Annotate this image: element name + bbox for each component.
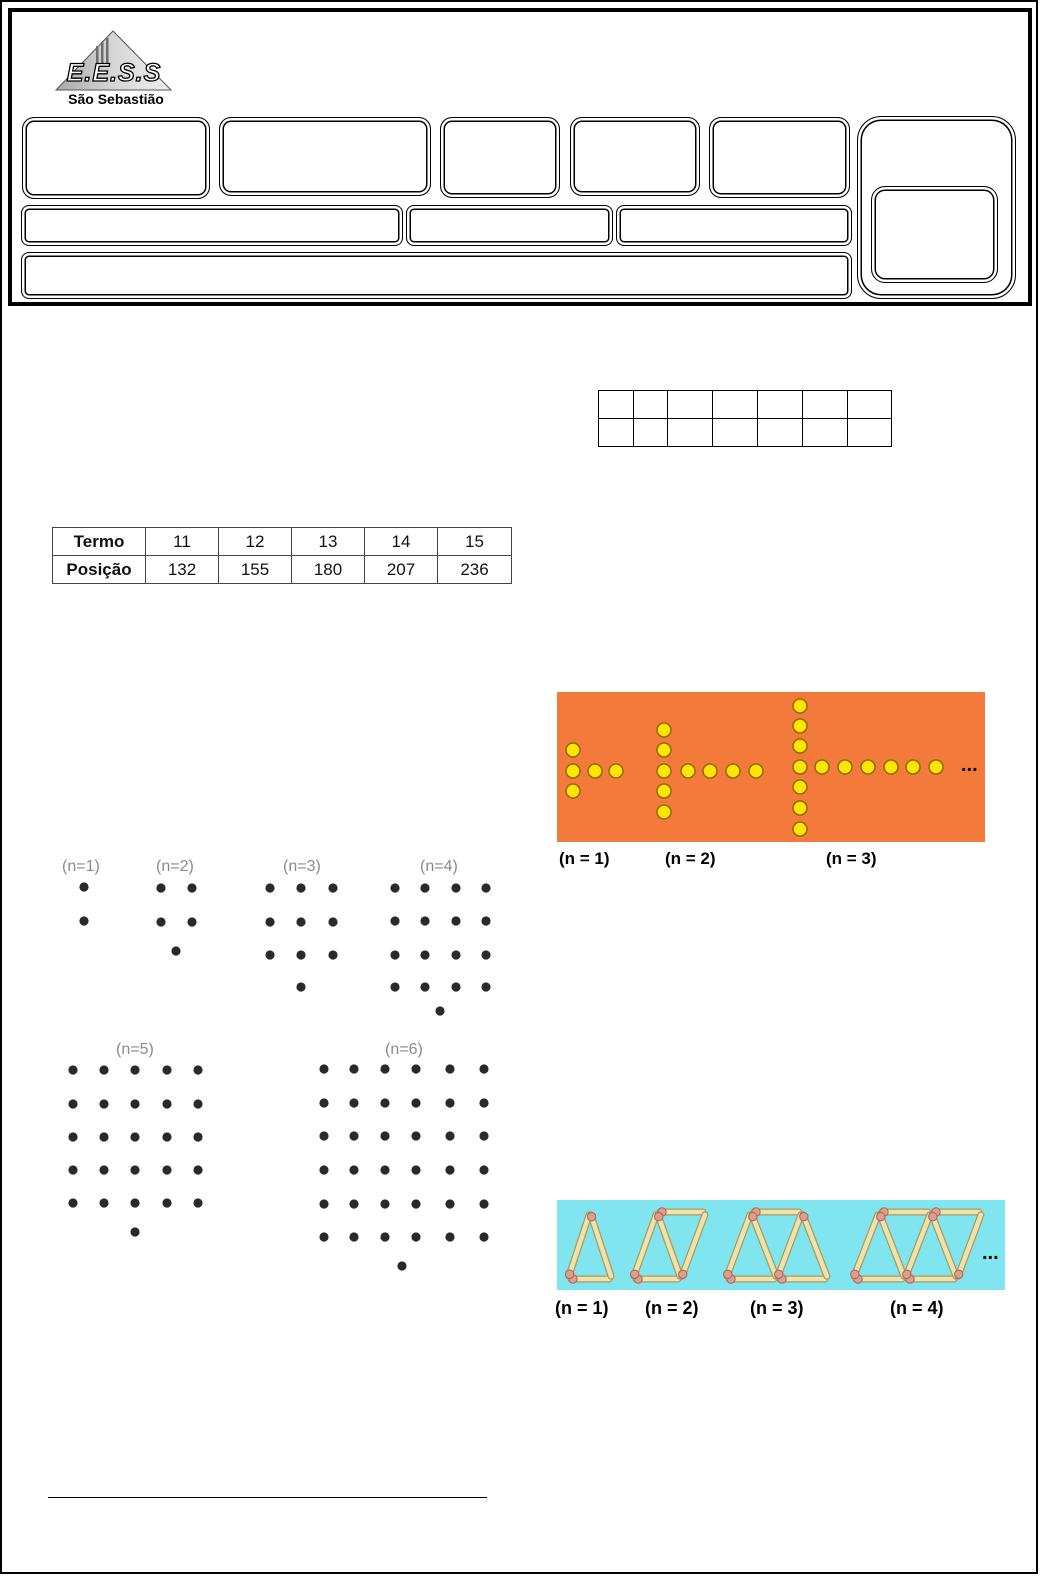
figure-label: (n=5): [116, 1041, 154, 1058]
matchstick: [880, 1208, 928, 1216]
matchstick-pattern-figure: [550, 1195, 1010, 1325]
figure-label: (n = 1): [555, 1298, 609, 1318]
table-cell: 180: [292, 556, 365, 584]
pattern-dot: [68, 1065, 77, 1074]
pattern-dot: [420, 982, 429, 991]
cross-dot: [726, 764, 740, 778]
match-head: [654, 1213, 662, 1221]
cross-dot: [906, 760, 920, 774]
match-head: [877, 1212, 885, 1220]
match-head: [851, 1270, 859, 1278]
pattern-dot: [68, 1132, 77, 1141]
table-cell: 11: [146, 528, 219, 556]
figure-label: (n = 3): [826, 849, 877, 868]
pattern-dot: [445, 1165, 454, 1174]
pattern-dot: [445, 1098, 454, 1107]
cross-dot: [566, 743, 580, 757]
pattern-dot: [479, 1165, 488, 1174]
match-head: [724, 1270, 732, 1278]
match-head: [630, 1270, 638, 1278]
table-cell: [713, 391, 758, 419]
table-cell: [848, 391, 892, 419]
school-logo: [50, 26, 178, 108]
ellipsis: ...: [961, 754, 978, 776]
pattern-dot: [193, 1132, 202, 1141]
table-cell: 13: [292, 528, 365, 556]
pattern-dot: [481, 982, 490, 991]
cross-dot: [929, 760, 943, 774]
pattern-dot: [68, 1165, 77, 1174]
matchstick: [752, 1208, 799, 1216]
match-head: [775, 1270, 783, 1278]
pattern-dot: [99, 1132, 108, 1141]
pattern-dot: [162, 1065, 171, 1074]
table-cell: [634, 419, 668, 447]
pattern-dot: [451, 950, 460, 959]
match-head: [929, 1212, 937, 1220]
sequence-table: [52, 527, 512, 584]
header-field-box: [22, 117, 210, 199]
pattern-dot: [411, 1131, 420, 1140]
pattern-dot: [156, 883, 165, 892]
pattern-dot: [349, 1131, 358, 1140]
row-header: Termo: [53, 528, 146, 556]
table-cell: 15: [438, 528, 512, 556]
table-cell: 207: [365, 556, 438, 584]
pattern-dot: [99, 1065, 108, 1074]
figure-label: (n = 1): [559, 849, 610, 868]
pattern-dot: [99, 1165, 108, 1174]
table-cell: 14: [365, 528, 438, 556]
row-header: Posição: [53, 556, 146, 584]
pattern-dot: [156, 917, 165, 926]
ellipsis: ...: [982, 1242, 999, 1264]
cross-pattern-figure: [552, 690, 992, 875]
figure-label: (n=1): [62, 858, 100, 875]
match-head: [800, 1212, 808, 1220]
pattern-dot: [319, 1165, 328, 1174]
cross-dot: [793, 739, 807, 753]
figure-label: (n=2): [156, 858, 194, 875]
pattern-dot: [265, 950, 274, 959]
table-cell: [758, 419, 803, 447]
pattern-dot: [481, 883, 490, 892]
match-head: [587, 1213, 595, 1221]
figure-label: (n=3): [283, 858, 321, 875]
pattern-dot: [130, 1198, 139, 1207]
header-field-box: [21, 252, 852, 299]
table-row: [599, 391, 892, 419]
pattern-dot: [349, 1165, 358, 1174]
pattern-dot: [319, 1131, 328, 1140]
pattern-dot: [130, 1165, 139, 1174]
pattern-dot: [411, 1098, 420, 1107]
pattern-dot: [130, 1132, 139, 1141]
table-cell: 236: [438, 556, 512, 584]
cross-dot: [793, 801, 807, 815]
matchstick: [854, 1275, 902, 1283]
pattern-dot: [479, 1098, 488, 1107]
pattern-dot: [130, 1227, 139, 1236]
figure-label: (n = 3): [750, 1298, 804, 1318]
pattern-dot: [445, 1232, 454, 1241]
pattern-dot: [445, 1199, 454, 1208]
table-cell: [758, 391, 803, 419]
figure-label: (n=6): [385, 1041, 423, 1058]
cross-dot: [861, 760, 875, 774]
table-cell: [668, 391, 713, 419]
pattern-dot: [130, 1099, 139, 1108]
pattern-dot: [411, 1165, 420, 1174]
pattern-dot: [481, 916, 490, 925]
table-row-posicao: [53, 556, 512, 584]
pattern-dot: [319, 1232, 328, 1241]
header-field-box: [406, 205, 613, 246]
pattern-dot: [420, 950, 429, 959]
pattern-dot: [349, 1098, 358, 1107]
pattern-dot: [411, 1232, 420, 1241]
header-field-box: [440, 117, 560, 198]
pattern-dot: [328, 917, 337, 926]
pattern-dot: [319, 1098, 328, 1107]
pattern-dot: [193, 1099, 202, 1108]
pattern-dot: [445, 1131, 454, 1140]
header-field-box: [709, 117, 850, 198]
table-cell: [668, 419, 713, 447]
table-row: [599, 419, 892, 447]
header-field-box: [570, 117, 700, 196]
logo-school-name: São Sebastião: [68, 91, 164, 107]
pattern-dot: [420, 916, 429, 925]
table-cell: 155: [219, 556, 292, 584]
cross-dot: [884, 760, 898, 774]
match-head: [565, 1270, 573, 1278]
matchstick: [932, 1208, 979, 1216]
figure-label: (n = 2): [645, 1298, 699, 1318]
pattern-dot: [328, 950, 337, 959]
cross-dot: [681, 764, 695, 778]
header-field-box: [219, 117, 431, 196]
matchstick: [634, 1275, 678, 1283]
pattern-dot: [411, 1199, 420, 1208]
pattern-dot: [479, 1232, 488, 1241]
pattern-dot: [451, 982, 460, 991]
pattern-dot: [187, 917, 196, 926]
pattern-dot: [390, 916, 399, 925]
pattern-dot: [380, 1098, 389, 1107]
table-cell: [599, 419, 634, 447]
cross-dot: [566, 784, 580, 798]
pattern-dot: [435, 1006, 444, 1015]
pattern-dot: [319, 1064, 328, 1073]
pattern-dot: [162, 1132, 171, 1141]
pattern-dot: [79, 882, 88, 891]
match-head: [955, 1270, 963, 1278]
figure-label: (n = 2): [665, 849, 716, 868]
cross-dot: [749, 764, 763, 778]
logo-initials: E.E.S.S: [66, 59, 162, 87]
cross-dot: [588, 764, 602, 778]
pattern-dot: [68, 1198, 77, 1207]
pattern-dot: [451, 883, 460, 892]
header-field-box: [616, 205, 852, 246]
figure-label: (n = 4): [890, 1298, 944, 1318]
matchstick: [906, 1275, 954, 1283]
cross-dot: [793, 699, 807, 713]
cross-dot: [657, 723, 671, 737]
figure-label: (n=4): [420, 858, 458, 875]
pattern-dot: [445, 1064, 454, 1073]
cross-dot: [793, 780, 807, 794]
cross-dot: [838, 760, 852, 774]
table-cell: [803, 419, 848, 447]
pattern-dot: [328, 883, 337, 892]
matchstick: [658, 1208, 703, 1216]
pattern-dot: [319, 1199, 328, 1208]
table-row-termo: [53, 528, 512, 556]
pattern-dot: [162, 1165, 171, 1174]
blank-answer-table: [598, 390, 892, 447]
cross-dot: [815, 760, 829, 774]
pattern-dot: [265, 883, 274, 892]
table-cell: [848, 419, 892, 447]
pattern-dot: [349, 1232, 358, 1241]
pattern-dot: [68, 1099, 77, 1108]
cross-dot: [793, 760, 807, 774]
table-cell: [803, 391, 848, 419]
pattern-dot: [296, 883, 305, 892]
dot-pattern-figure: [45, 845, 505, 1290]
pattern-dot: [390, 982, 399, 991]
pattern-dot: [380, 1131, 389, 1140]
pattern-dot: [99, 1198, 108, 1207]
matchstick: [569, 1275, 609, 1283]
pattern-dot: [390, 950, 399, 959]
pattern-dot: [99, 1099, 108, 1108]
pattern-dot: [479, 1199, 488, 1208]
pattern-dot: [380, 1199, 389, 1208]
pattern-dot: [193, 1198, 202, 1207]
pattern-dot: [162, 1198, 171, 1207]
table-cell: 132: [146, 556, 219, 584]
cross-dot: [657, 805, 671, 819]
cross-dot: [657, 784, 671, 798]
pattern-dot: [380, 1232, 389, 1241]
pattern-dot: [130, 1065, 139, 1074]
cross-dot: [657, 764, 671, 778]
cross-dot: [793, 822, 807, 836]
pattern-dot: [411, 1064, 420, 1073]
pattern-dot: [349, 1064, 358, 1073]
pattern-dot: [451, 916, 460, 925]
pattern-dot: [420, 883, 429, 892]
dot-marks: [68, 882, 490, 1270]
pattern-dot: [193, 1165, 202, 1174]
pattern-dot: [380, 1165, 389, 1174]
header-field-box: [21, 205, 403, 246]
table-cell: [713, 419, 758, 447]
matchstick: [727, 1275, 774, 1283]
pattern-dot: [380, 1064, 389, 1073]
table-cell: [599, 391, 634, 419]
pattern-dot: [162, 1099, 171, 1108]
pattern-dot: [397, 1261, 406, 1270]
pattern-dot: [193, 1065, 202, 1074]
pattern-dot: [479, 1131, 488, 1140]
pattern-dot: [481, 950, 490, 959]
pattern-dot: [187, 883, 196, 892]
match-head: [903, 1270, 911, 1278]
pattern-dot: [390, 883, 399, 892]
pattern-dot: [171, 946, 180, 955]
answer-line: [48, 1497, 487, 1498]
pattern-dot: [296, 982, 305, 991]
pattern-dot: [479, 1064, 488, 1073]
pattern-dot: [79, 916, 88, 925]
cross-dot: [703, 764, 717, 778]
pattern-dot: [265, 917, 274, 926]
match-head: [679, 1270, 687, 1278]
table-cell: [634, 391, 668, 419]
pattern-dot: [296, 950, 305, 959]
grade-inner-box: [871, 186, 998, 283]
matchstick: [778, 1275, 825, 1283]
cross-dot: [793, 719, 807, 733]
table-cell: 12: [219, 528, 292, 556]
cross-dot: [609, 764, 623, 778]
pattern-dot: [349, 1199, 358, 1208]
match-head: [749, 1212, 757, 1220]
cross-dot: [657, 743, 671, 757]
cross-dot: [566, 764, 580, 778]
pattern-dot: [296, 917, 305, 926]
